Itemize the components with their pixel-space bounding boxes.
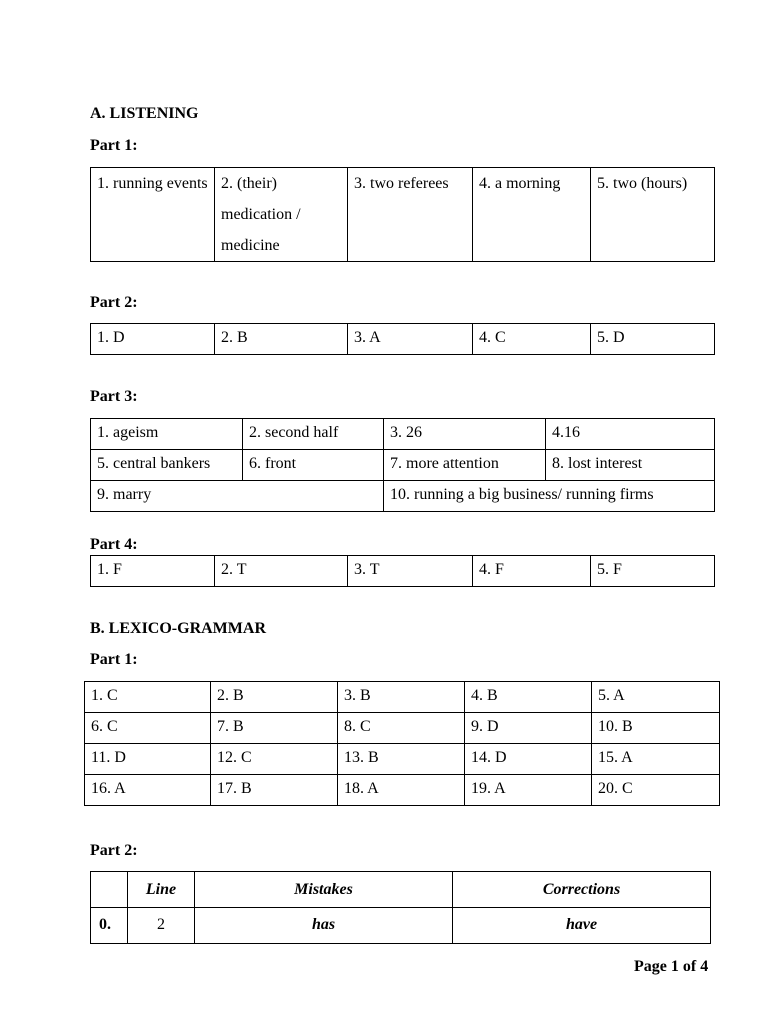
answer-cell: 9. marry <box>91 481 384 512</box>
answer-cell: 16. A <box>85 775 211 806</box>
lexico-part2-title: Part 2: <box>90 842 138 859</box>
table-row <box>85 775 720 806</box>
header-cell: Line <box>128 872 195 908</box>
answer-cell: 10. B <box>592 713 720 744</box>
answer-cell: 1. running events <box>91 168 215 262</box>
answer-cell: 3. B <box>338 682 465 713</box>
answer-cell: 4. a morning <box>473 168 591 262</box>
answer-cell: 7. B <box>211 713 338 744</box>
answer-cell: 9. D <box>465 713 592 744</box>
answer-cell: 2. B <box>211 682 338 713</box>
lexico-part2-table <box>90 871 711 944</box>
answer-cell: 1. ageism <box>91 419 243 450</box>
answer-cell: 1. F <box>91 556 215 587</box>
section-a-title: A. LISTENING <box>90 105 199 122</box>
table-row <box>85 744 720 775</box>
answer-cell: 3. 26 <box>384 419 546 450</box>
answer-cell: 12. C <box>211 744 338 775</box>
answer-cell: 17. B <box>211 775 338 806</box>
answer-cell: 5. central bankers <box>91 450 243 481</box>
header-cell <box>91 872 128 908</box>
answer-cell: 4.16 <box>546 419 715 450</box>
listening-part4-table <box>90 555 715 587</box>
line-cell: 2 <box>128 908 195 944</box>
answer-cell: 14. D <box>465 744 592 775</box>
lexico-part1-title: Part 1: <box>90 651 138 668</box>
mistake-cell: has <box>195 908 453 944</box>
listening-part3-title: Part 3: <box>90 388 138 405</box>
answer-cell: 5. F <box>591 556 715 587</box>
answer-cell: 7. more attention <box>384 450 546 481</box>
answer-cell: 11. D <box>85 744 211 775</box>
answer-cell: 18. A <box>338 775 465 806</box>
table-header-row <box>91 872 711 908</box>
row-number: 0. <box>91 908 128 944</box>
listening-part2-title: Part 2: <box>90 294 138 311</box>
listening-part2-table <box>90 323 715 355</box>
answer-cell: 2. T <box>215 556 348 587</box>
answer-cell: 3. two referees <box>348 168 473 262</box>
table-row <box>85 713 720 744</box>
header-cell: Mistakes <box>195 872 453 908</box>
answer-cell: 3. T <box>348 556 473 587</box>
answer-cell: 6. front <box>243 450 384 481</box>
header-cell: Corrections <box>453 872 711 908</box>
answer-cell: 2. B <box>215 324 348 355</box>
answer-cell: 2. (their) medication / medicine <box>215 168 348 262</box>
section-b-title: B. LEXICO-GRAMMAR <box>90 620 266 637</box>
answer-cell: 6. C <box>85 713 211 744</box>
answer-cell: 8. C <box>338 713 465 744</box>
listening-part1-table <box>90 167 715 262</box>
listening-part4-title: Part 4: <box>90 536 138 553</box>
table-row <box>91 908 711 944</box>
answer-cell: 13. B <box>338 744 465 775</box>
answer-cell: 19. A <box>465 775 592 806</box>
listening-part1-title: Part 1: <box>90 137 138 154</box>
page-number: Page 1 of 4 <box>634 958 709 975</box>
answer-cell: 15. A <box>592 744 720 775</box>
answer-cell: 4. F <box>473 556 591 587</box>
answer-cell: 3. A <box>348 324 473 355</box>
answer-cell: 4. B <box>465 682 592 713</box>
answer-cell: 2. second half <box>243 419 384 450</box>
answer-cell: 20. C <box>592 775 720 806</box>
correction-cell: have <box>453 908 711 944</box>
table-row <box>85 682 720 713</box>
answer-cell: 5. D <box>591 324 715 355</box>
answer-cell: 5. A <box>592 682 720 713</box>
answer-cell: 10. running a big business/ running firms <box>384 481 715 512</box>
answer-cell: 1. D <box>91 324 215 355</box>
answer-cell: 5. two (hours) <box>591 168 715 262</box>
answer-cell: 1. C <box>85 682 211 713</box>
answer-cell: 4. C <box>473 324 591 355</box>
listening-part3-table <box>90 418 715 512</box>
answer-cell: 8. lost interest <box>546 450 715 481</box>
lexico-part1-table <box>84 681 720 806</box>
